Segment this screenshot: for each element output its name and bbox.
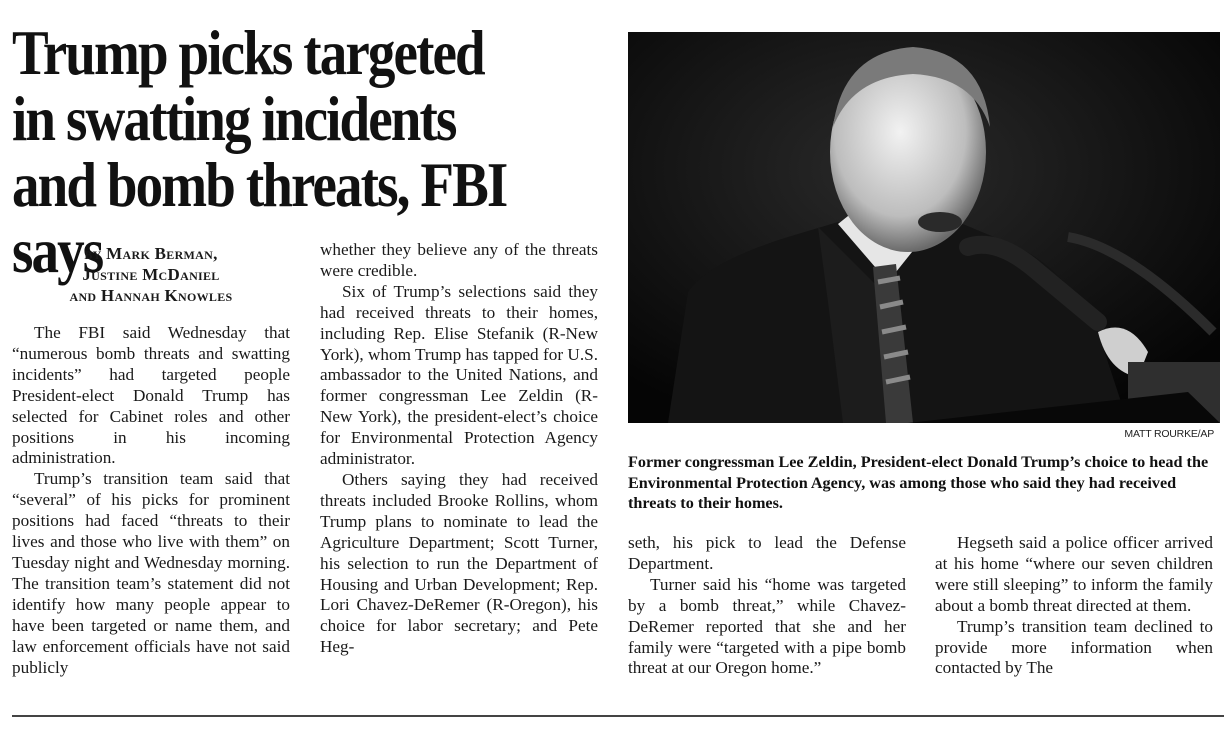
bottom-rule bbox=[12, 715, 1224, 717]
article-column-3 bbox=[628, 533, 906, 679]
mouth bbox=[918, 212, 962, 232]
paragraph: Turner said his “home was targeted by a bomb threat,” while Chavez-DeRemer reported that she and her family were “targeted with a pipe bomb threat at our Oregon home.” bbox=[628, 574, 906, 678]
paragraph: Trump’s transition team declined to provide more information when contacted by The bbox=[935, 616, 1213, 678]
paragraph: Six of Trump’s selections said they had received threats to their homes, including Rep. Elise Stefanik (R-New York), whom Trump has tapped for U.S. ambassador to the United Nations, and former congressman Lee Zeldin (R-New York), the president-elect’s choice for Environmental Protection Agency administrator. bbox=[320, 281, 598, 469]
paragraph: Hegseth said a police officer arrived at his home “where our seven children were still sleeping” to inform the family about a bomb threat directed at them. bbox=[935, 533, 1213, 615]
paragraph: Trump’s transition team said that “several” of his picks for prominent positions had faced “threats to their lives and those who live with them” on Tuesday night and Wednesday morning. The transition team’s statement did not identify how many people appear to have been targeted or name them, and law enforcement officials have not said publicly bbox=[12, 469, 290, 677]
byline-line: Justine McDaniel bbox=[82, 265, 220, 284]
photo-caption: Former congressman Lee Zeldin, President-elect Donald Trump’s choice to head the Environmental Protection Agency, was among those who said they had received threats to their homes. bbox=[628, 453, 1209, 512]
paragraph: Others saying they had received threats included Brooke Rollins, whom Trump plans to nominate to lead the Agriculture Department; Scott Turner, his selection to run the Department of Housing and Urban Development; Rep. Lori Chavez-DeRemer (R-Oregon), his choice for labor secretary; and Pete Heg- bbox=[320, 469, 598, 657]
speaker-photo-illustration bbox=[628, 32, 1220, 423]
headline: Trump picks targeted in swatting incidents and bomb threats, FBI says bbox=[12, 17, 507, 286]
paragraph-continued: seth, his pick to lead the Defense Department. bbox=[628, 533, 906, 573]
paragraph-continued: whether they believe any of the threats were credible. bbox=[320, 240, 598, 280]
article-column-2 bbox=[320, 240, 598, 658]
byline-line: by Mark Berman, bbox=[84, 244, 218, 263]
byline bbox=[12, 243, 290, 306]
byline-line: and Hannah Knowles bbox=[69, 286, 233, 305]
news-photo bbox=[628, 32, 1220, 423]
paragraph: The FBI said Wednesday that “numerous bomb threats and swatting incidents” had targeted people President-elect Donald Trump has selected for Cabinet roles and other positions in his incoming administration. bbox=[12, 323, 290, 468]
photo-credit: MATT ROURKE/AP bbox=[1124, 428, 1214, 440]
article-column-4 bbox=[935, 533, 1213, 679]
article-column-1 bbox=[12, 323, 290, 678]
